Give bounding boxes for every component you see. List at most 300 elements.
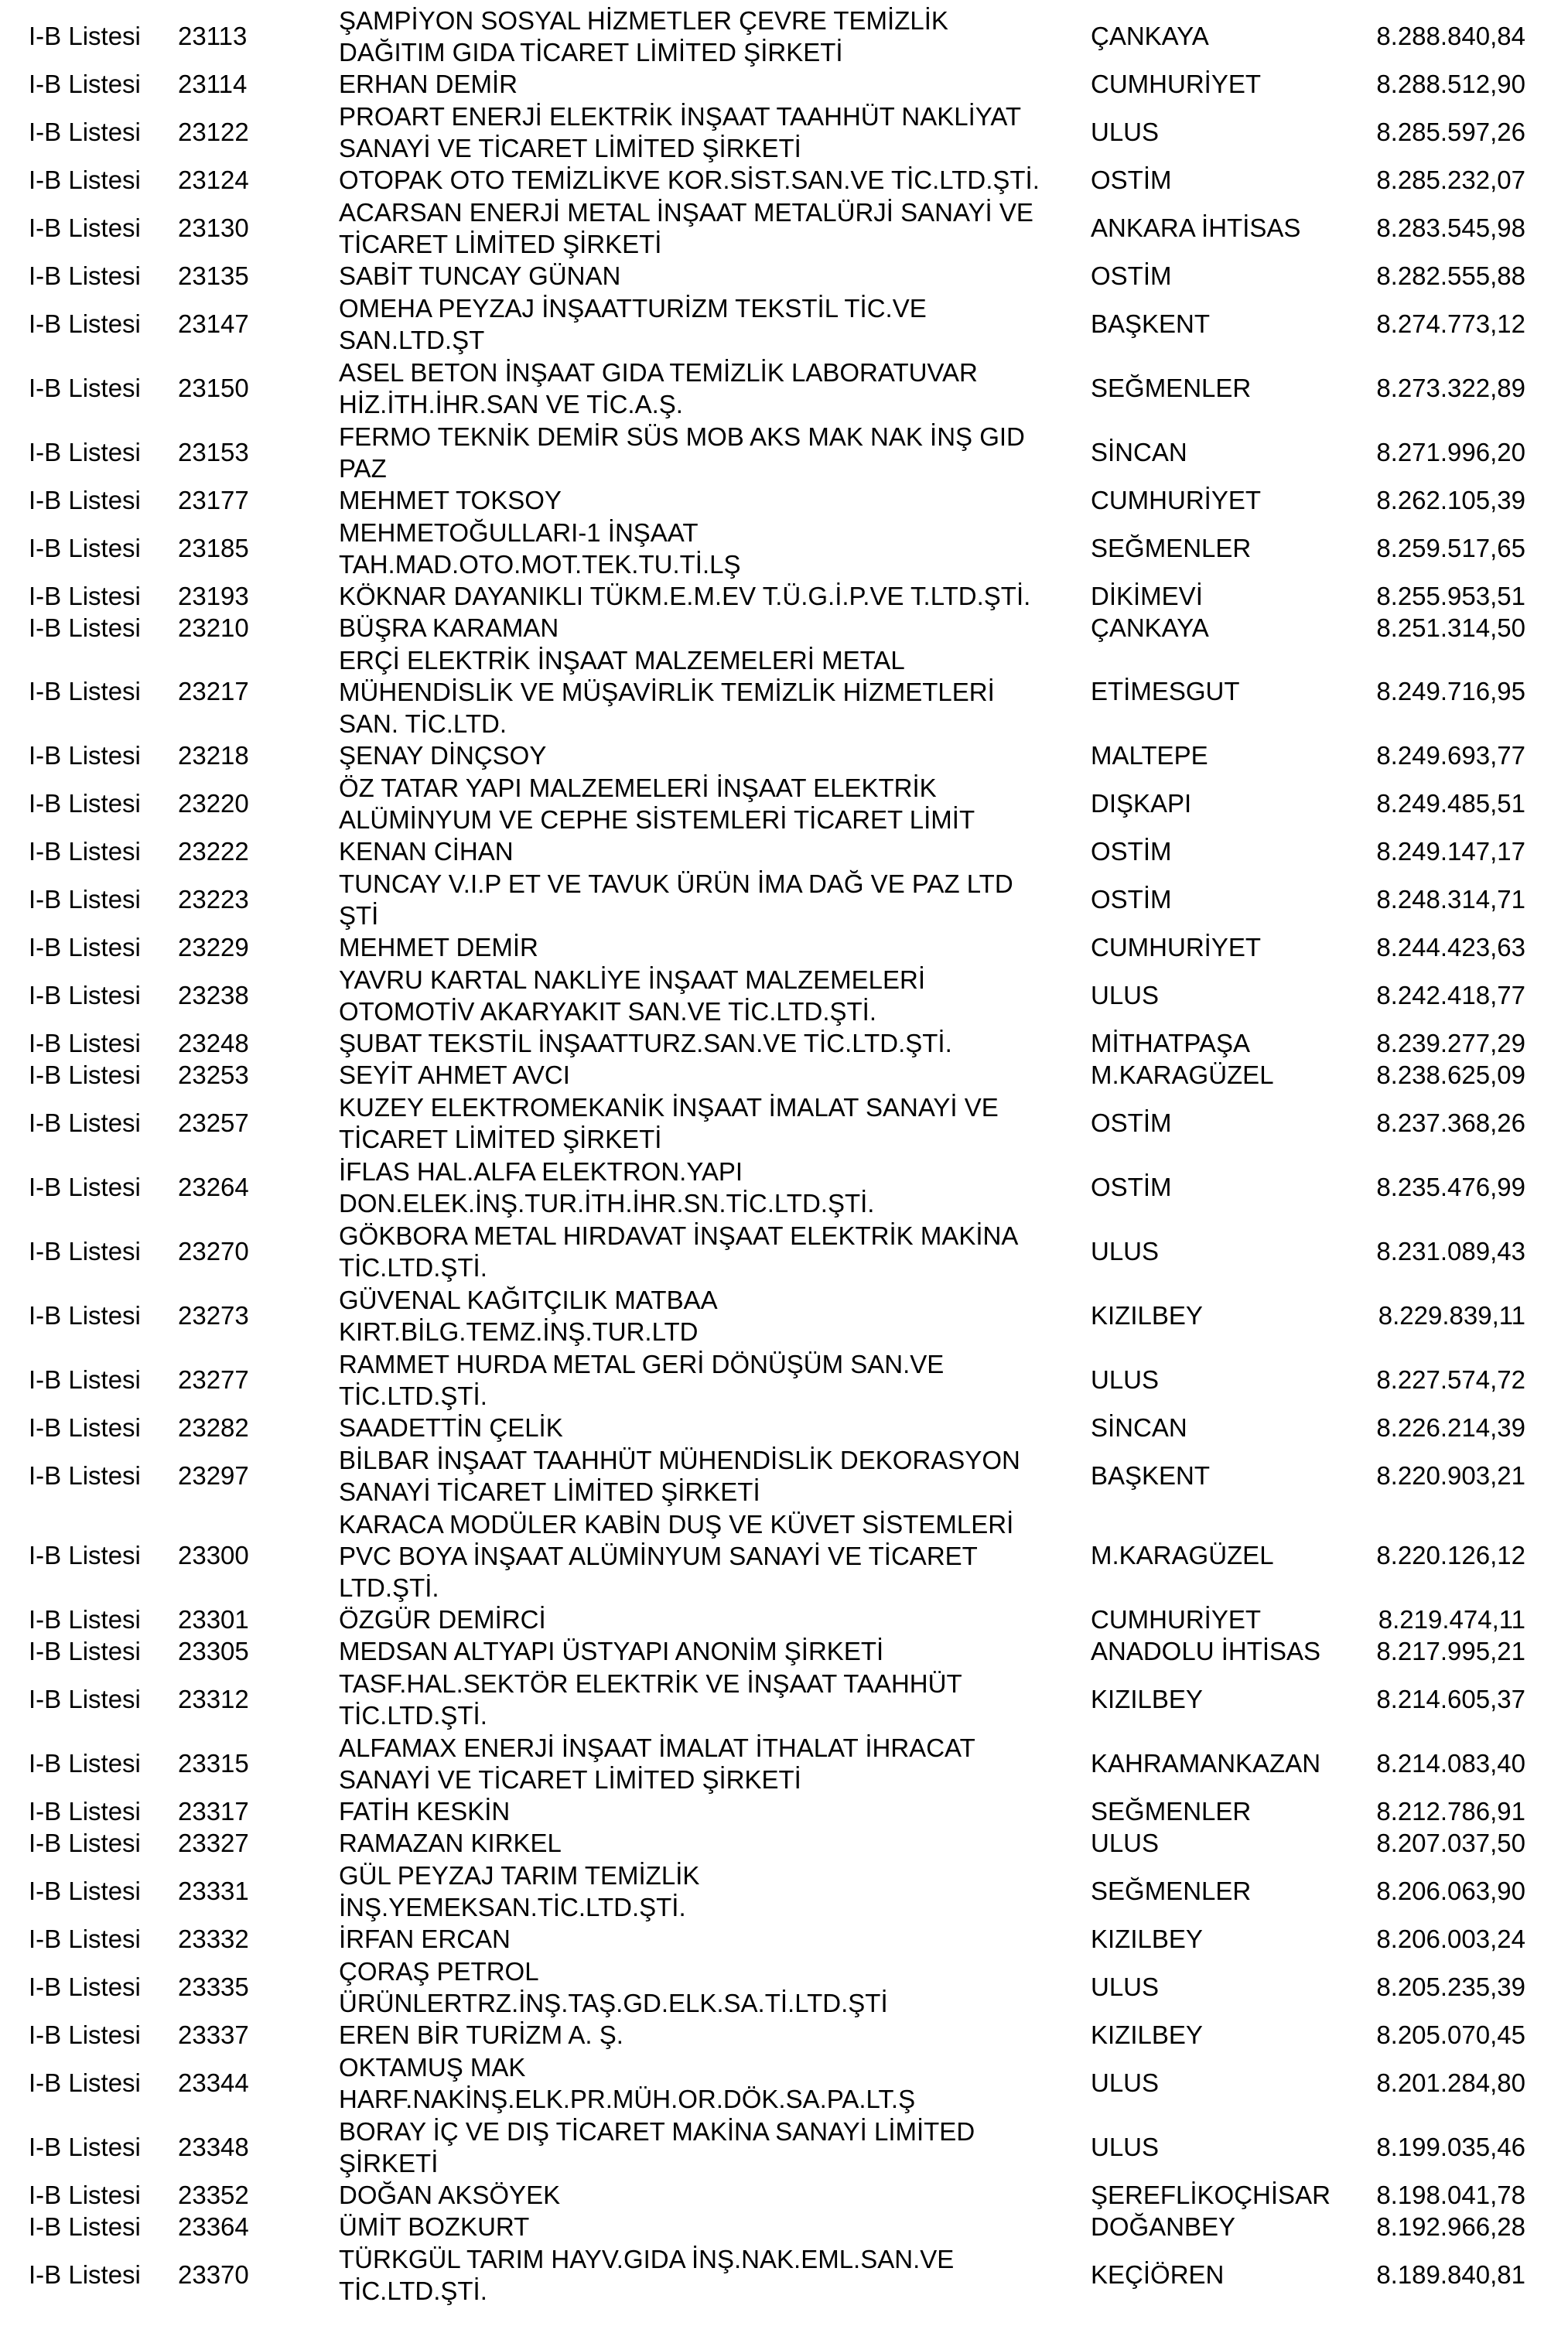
list-type-cell: I-B Listesi <box>29 165 141 194</box>
debtor-name-cell <box>339 1859 1089 1923</box>
record-number-cell: 23223 <box>178 884 249 914</box>
record-number-cell: 23327 <box>178 1828 249 1857</box>
debt-amount-cell: 8.244.423,63 <box>1376 932 1525 962</box>
debtor-name-cell <box>339 580 1089 612</box>
tax-office-cell: BAŞKENT <box>1091 1460 1211 1490</box>
debtor-name-cell <box>339 164 1089 196</box>
debt-amount-cell: 8.212.786,91 <box>1376 1796 1525 1826</box>
debtor-name-cell <box>339 1604 1089 1635</box>
list-type-cell: I-B Listesi <box>29 2212 141 2241</box>
debtor-name-text: ERHAN DEMİR <box>339 70 518 98</box>
table-row <box>0 2051 1568 2115</box>
debtor-name-text: SEYİT AHMET AVCI <box>339 1061 570 1089</box>
record-number-cell: 23122 <box>178 117 249 146</box>
tax-office-cell: M.KARAGÜZEL <box>1091 1060 1274 1089</box>
table-row <box>0 2115 1568 2179</box>
tax-office-cell: CUMHURİYET <box>1091 1604 1261 1634</box>
debt-amount-cell: 8.242.418,77 <box>1376 980 1525 1009</box>
list-type-cell: I-B Listesi <box>29 437 141 466</box>
debt-amount-cell: 8.285.232,07 <box>1376 165 1525 194</box>
table-row <box>0 356 1568 420</box>
debtor-name-cell <box>339 1508 1089 1604</box>
tax-office-cell: OSTİM <box>1091 836 1172 866</box>
tax-office-cell: CUMHURİYET <box>1091 485 1261 514</box>
record-number-cell: 23248 <box>178 1028 249 1057</box>
record-number-cell: 23217 <box>178 677 249 705</box>
list-type-cell: I-B Listesi <box>29 788 141 818</box>
tax-office-cell: OSTİM <box>1091 1172 1172 1201</box>
record-number-cell: 23297 <box>178 1460 249 1490</box>
debt-amount-cell: 8.251.314,50 <box>1376 613 1525 642</box>
tax-office-cell: ULUS <box>1091 1236 1160 1266</box>
table-row <box>0 4 1568 68</box>
table-row <box>0 963 1568 1027</box>
table-row <box>0 867 1568 931</box>
tax-office-cell: ULUS <box>1091 2068 1160 2097</box>
debtor-name-cell <box>339 1795 1089 1827</box>
debtor-name-text: OTOPAK OTO TEMİZLİKVE KOR.SİST.SAN.VE TİC.LTD.ŞTİ. <box>339 166 1040 194</box>
debtor-name-cell <box>339 1283 1089 1347</box>
debt-amount-cell: 8.238.625,09 <box>1376 1060 1525 1089</box>
list-type-cell: I-B Listesi <box>29 2068 141 2097</box>
debtor-name-cell <box>339 2179 1089 2211</box>
debt-amount-cell: 8.227.574,72 <box>1376 1365 1525 1394</box>
list-type-cell: I-B Listesi <box>29 1412 141 1442</box>
list-type-cell: I-B Listesi <box>29 213 141 242</box>
list-type-cell: I-B Listesi <box>29 1924 141 1953</box>
table-row <box>0 1219 1568 1283</box>
debtor-name-cell <box>339 1443 1089 1508</box>
debtor-name-text: GÜL PEYZAJ TARIM TEMİZLİK İNŞ.YEMEKSAN.TİC.LTD.ŞTİ. <box>339 1860 700 1921</box>
debt-amount-cell: 8.220.126,12 <box>1376 1541 1525 1570</box>
debtor-name-text: BORAY İÇ VE DIŞ TİCARET MAKİNA SANAYİ LİMİTED ŞİRKETİ <box>339 2116 975 2178</box>
list-type-cell: I-B Listesi <box>29 2132 141 2161</box>
record-number-cell: 23332 <box>178 1924 249 1953</box>
debt-amount-cell: 8.262.105,39 <box>1376 485 1525 514</box>
tax-office-cell: ANKARA İHTİSAS <box>1091 213 1301 242</box>
record-number-cell: 23364 <box>178 2212 249 2241</box>
list-type-cell: I-B Listesi <box>29 1460 141 1490</box>
list-type-cell: I-B Listesi <box>29 1060 141 1089</box>
list-type-cell: I-B Listesi <box>29 485 141 514</box>
table-row <box>0 1827 1568 1859</box>
debt-amount-cell: 8.206.003,24 <box>1376 1924 1525 1953</box>
tax-office-cell: KIZILBEY <box>1091 2020 1203 2049</box>
debtor-name-cell <box>339 1955 1089 2019</box>
record-number-cell: 23264 <box>178 1172 249 1201</box>
list-type-cell: I-B Listesi <box>29 261 141 290</box>
debtor-name-cell <box>339 1923 1089 1955</box>
debt-amount-cell: 8.259.517,65 <box>1376 533 1525 562</box>
tax-office-cell: M.KARAGÜZEL <box>1091 1541 1274 1570</box>
record-number-cell: 23218 <box>178 740 249 770</box>
debt-amount-cell: 8.249.485,51 <box>1376 788 1525 818</box>
list-type-cell: I-B Listesi <box>29 1604 141 1634</box>
tax-office-cell: ANADOLU İHTİSAS <box>1091 1636 1321 1665</box>
debtor-name-text: GÖKBORA METAL HIRDAVAT İNŞAAT ELEKTRİK MAKİNA TİC.LTD.ŞTİ. <box>339 1221 1019 1282</box>
table-row <box>0 1604 1568 1635</box>
table-row <box>0 2211 1568 2242</box>
tax-office-cell: MİTHATPAŞA <box>1091 1028 1250 1057</box>
debtor-name-cell <box>339 260 1089 292</box>
table-row <box>0 164 1568 196</box>
debt-amount-cell: 8.217.995,21 <box>1376 1636 1525 1665</box>
list-type-cell: I-B Listesi <box>29 1748 141 1778</box>
list-type-cell: I-B Listesi <box>29 2180 141 2209</box>
record-number-cell: 23185 <box>178 533 249 562</box>
table-row <box>0 484 1568 516</box>
table-row <box>0 835 1568 867</box>
debt-amount-cell: 8.239.277,29 <box>1376 1028 1525 1057</box>
table-row <box>0 580 1568 612</box>
debt-amount-cell: 8.249.693,77 <box>1376 740 1525 770</box>
debtor-name-cell <box>339 1667 1089 1731</box>
debtor-name-cell <box>339 2211 1089 2242</box>
list-type-cell: I-B Listesi <box>29 2259 141 2289</box>
tax-office-cell: ÇANKAYA <box>1091 613 1209 642</box>
debt-amount-cell: 8.226.214,39 <box>1376 1412 1525 1442</box>
debtor-name-cell <box>339 644 1089 739</box>
record-number-cell: 23337 <box>178 2020 249 2049</box>
tax-office-cell: ULUS <box>1091 1972 1160 2001</box>
list-type-cell: I-B Listesi <box>29 1108 141 1137</box>
table-row <box>0 1508 1568 1604</box>
debtor-name-cell <box>339 1731 1089 1795</box>
debt-amount-cell: 8.220.903,21 <box>1376 1460 1525 1490</box>
record-number-cell: 23124 <box>178 165 249 194</box>
tax-office-cell: SİNCAN <box>1091 437 1187 466</box>
debt-amount-cell: 8.255.953,51 <box>1376 581 1525 610</box>
debtor-name-text: RAMAZAN KIRKEL <box>339 1829 562 1857</box>
record-number-cell: 23222 <box>178 836 249 866</box>
debtor-name-text: ASEL BETON İNŞAAT GIDA TEMİZLİK LABORATUVAR HİZ.İTH.İHR.SAN VE TİC.A.Ş. <box>339 357 978 418</box>
table-row <box>0 1059 1568 1091</box>
tax-office-cell: OSTİM <box>1091 165 1172 194</box>
table-row <box>0 1731 1568 1795</box>
debtor-name-text: OMEHA PEYZAJ İNŞAATTURİZM TEKSTİL TİC.VE SAN.LTD.ŞT <box>339 293 927 354</box>
debtor-name-cell <box>339 1155 1089 1219</box>
debtor-name-text: MEHMETOĞULLARI-1 İNŞAAT TAH.MAD.OTO.MOT.TEK.TU.Tİ.LŞ <box>339 517 741 579</box>
record-number-cell: 23335 <box>178 1972 249 2001</box>
list-type-cell: I-B Listesi <box>29 1236 141 1266</box>
debt-amount-cell: 8.249.147,17 <box>1376 836 1525 866</box>
debtor-name-text: RAMMET HURDA METAL GERİ DÖNÜŞÜM SAN.VE TİC.LTD.ŞTİ. <box>339 1349 945 1410</box>
record-number-cell: 23277 <box>178 1365 249 1394</box>
record-number-cell: 23273 <box>178 1300 249 1330</box>
tax-office-cell: KIZILBEY <box>1091 1924 1203 1953</box>
list-type-cell: I-B Listesi <box>29 884 141 914</box>
record-number-cell: 23352 <box>178 2180 249 2209</box>
record-number-cell: 23282 <box>178 1412 249 1442</box>
record-number-cell: 23114 <box>178 69 248 98</box>
debtor-name-cell <box>339 2242 1089 2307</box>
debtor-name-text: SAADETTİN ÇELİK <box>339 1413 563 1442</box>
list-type-cell: I-B Listesi <box>29 533 141 562</box>
table-row <box>0 739 1568 771</box>
table-row <box>0 260 1568 292</box>
record-number-cell: 23312 <box>178 1684 249 1713</box>
list-type-cell: I-B Listesi <box>29 1684 141 1713</box>
record-number-cell: 23270 <box>178 1236 249 1266</box>
list-type-cell: I-B Listesi <box>29 1828 141 1857</box>
table-row <box>0 1859 1568 1923</box>
debtor-name-text: DOĞAN AKSÖYEK <box>339 2181 561 2209</box>
debtor-name-text: ÜMİT BOZKURT <box>339 2212 530 2241</box>
debt-amount-cell: 8.273.322,89 <box>1376 373 1525 402</box>
debt-amount-cell: 8.248.314,71 <box>1376 884 1525 914</box>
list-type-cell: I-B Listesi <box>29 980 141 1009</box>
table-row <box>0 771 1568 835</box>
tax-office-cell: KIZILBEY <box>1091 1684 1203 1713</box>
debtor-name-text: ŞAMPİYON SOSYAL HİZMETLER ÇEVRE TEMİZLİK DAĞITIM GIDA TİCARET LİMİTED ŞİRKETİ <box>339 5 948 67</box>
tax-office-cell: MALTEPE <box>1091 740 1208 770</box>
table-row <box>0 1155 1568 1219</box>
debtor-name-text: EREN BİR TURİZM A. Ş. <box>339 2020 623 2049</box>
tax-office-cell: OSTİM <box>1091 884 1172 914</box>
debtor-name-cell <box>339 196 1089 260</box>
debtor-name-text: BİLBAR İNŞAAT TAAHHÜT MÜHENDİSLİK DEKORASYON SANAYİ TİCARET LİMİTED ŞİRKETİ <box>339 1445 1020 1506</box>
debtor-name-cell <box>339 100 1089 164</box>
list-type-cell: I-B Listesi <box>29 117 141 146</box>
table-row <box>0 1923 1568 1955</box>
debt-amount-cell: 8.288.512,90 <box>1376 69 1525 98</box>
record-number-cell: 23150 <box>178 373 249 402</box>
debtor-name-text: MEHMET DEMİR <box>339 933 538 962</box>
record-number-cell: 23300 <box>178 1541 249 1570</box>
table-row <box>0 1412 1568 1443</box>
debtor-name-cell <box>339 2051 1089 2115</box>
list-type-cell: I-B Listesi <box>29 1636 141 1665</box>
list-type-cell: I-B Listesi <box>29 1972 141 2001</box>
debt-amount-cell: 8.206.063,90 <box>1376 1876 1525 1905</box>
table-row <box>0 196 1568 260</box>
debtor-name-text: KENAN CİHAN <box>339 837 514 866</box>
debtor-name-text: KARACA MODÜLER KABİN DUŞ VE KÜVET SİSTEMLERİ PVC BOYA İNŞAAT ALÜMİNYUM SANAYİ VE TİCARET LTD.ŞTİ. <box>339 1509 1014 1602</box>
debtor-name-text: KÖKNAR DAYANIKLI TÜKM.E.M.EV T.Ü.G.İ.P.VE T.LTD.ŞTİ. <box>339 582 1031 610</box>
debtor-name-cell <box>339 484 1089 516</box>
table-row <box>0 1027 1568 1059</box>
record-number-cell: 23210 <box>178 613 249 642</box>
tax-office-cell: CUMHURİYET <box>1091 69 1261 98</box>
debtor-name-text: TASF.HAL.SEKTÖR ELEKTRİK VE İNŞAAT TAAHHÜT TİC.LTD.ŞTİ. <box>339 1669 962 1730</box>
tax-office-cell: KAHRAMANKAZAN <box>1091 1748 1321 1778</box>
list-type-cell: I-B Listesi <box>29 21 141 50</box>
record-number-cell: 23135 <box>178 261 249 290</box>
debtor-name-text: İFLAS HAL.ALFA ELEKTRON.YAPI DON.ELEK.İNŞ.TUR.İTH.İHR.SN.TİC.LTD.ŞTİ. <box>339 1156 875 1218</box>
debtor-name-text: OKTAMUŞ MAK HARF.NAKİNŞ.ELK.PR.MÜH.OR.DÖK.SA.PA.LT.Ş <box>339 2052 916 2113</box>
debtor-name-cell <box>339 1091 1089 1155</box>
list-type-cell: I-B Listesi <box>29 932 141 962</box>
list-type-cell: I-B Listesi <box>29 1796 141 1826</box>
list-type-cell: I-B Listesi <box>29 1365 141 1394</box>
table-row <box>0 2019 1568 2051</box>
debtor-name-text: TUNCAY V.I.P ET VE TAVUK ÜRÜN İMA DAĞ VE PAZ LTD ŞTİ <box>339 869 1013 930</box>
debt-amount-cell: 8.237.368,26 <box>1376 1108 1525 1137</box>
record-number-cell: 23153 <box>178 437 249 466</box>
table-row <box>0 100 1568 164</box>
debtor-name-cell <box>339 1027 1089 1059</box>
debt-amount-cell: 8.198.041,78 <box>1376 2180 1525 2209</box>
debtor-name-cell <box>339 1347 1089 1412</box>
tax-office-cell: SEĞMENLER <box>1091 373 1252 402</box>
table-row <box>0 420 1568 484</box>
list-type-cell: I-B Listesi <box>29 309 141 338</box>
debtor-name-text: GÜVENAL KAĞITÇILIK MATBAA KIRT.BİLG.TEMZ.İNŞ.TUR.LTD <box>339 1285 718 1346</box>
table-row <box>0 1091 1568 1155</box>
tax-office-cell: DOĞANBEY <box>1091 2212 1236 2241</box>
list-type-cell: I-B Listesi <box>29 1172 141 1201</box>
debtor-name-cell <box>339 356 1089 420</box>
tax-office-cell: KEÇİÖREN <box>1091 2259 1225 2289</box>
debtor-name-cell <box>339 420 1089 484</box>
debt-amount-cell: 8.214.083,40 <box>1376 1748 1525 1778</box>
table-row <box>0 516 1568 580</box>
record-number-cell: 23344 <box>178 2068 249 2097</box>
debtor-name-cell <box>339 931 1089 963</box>
debtor-name-text: MEDSAN ALTYAPI ÜSTYAPI ANONİM ŞİRKETİ <box>339 1637 884 1665</box>
debtor-name-cell <box>339 1059 1089 1091</box>
table-row <box>0 1667 1568 1731</box>
debtor-name-cell <box>339 516 1089 580</box>
record-number-cell: 23238 <box>178 980 249 1009</box>
debt-amount-cell: 8.199.035,46 <box>1376 2132 1525 2161</box>
tax-office-cell: DİKİMEVİ <box>1091 581 1203 610</box>
debt-amount-cell: 8.249.716,95 <box>1376 677 1525 705</box>
tax-office-cell: OSTİM <box>1091 261 1172 290</box>
debt-amount-cell: 8.285.597,26 <box>1376 117 1525 146</box>
list-type-cell: I-B Listesi <box>29 740 141 770</box>
debtor-name-text: ERÇİ ELEKTRİK İNŞAAT MALZEMELERİ METAL MÜHENDİSLİK VE MÜŞAVİRLİK TEMİZLİK HİZMETLERİ SAN. TİC.LTD. <box>339 645 995 738</box>
debt-amount-cell: 8.274.773,12 <box>1376 309 1525 338</box>
table-row <box>0 2242 1568 2307</box>
tax-office-cell: ETİMESGUT <box>1091 677 1240 705</box>
tax-office-cell: SEĞMENLER <box>1091 533 1252 562</box>
debtor-name-text: KUZEY ELEKTROMEKANİK İNŞAAT İMALAT SANAYİ VE TİCARET LİMİTED ŞİRKETİ <box>339 1092 999 1153</box>
record-number-cell: 23348 <box>178 2132 249 2161</box>
table-row <box>0 1283 1568 1347</box>
debtor-name-text: FERMO TEKNİK DEMİR SÜS MOB AKS MAK NAK İNŞ GID PAZ <box>339 422 1025 483</box>
tax-office-cell: ULUS <box>1091 1365 1160 1394</box>
list-type-cell: I-B Listesi <box>29 1028 141 1057</box>
debtor-name-cell <box>339 739 1089 771</box>
table-row <box>0 1443 1568 1508</box>
debtor-name-cell <box>339 867 1089 931</box>
debtor-name-cell <box>339 771 1089 835</box>
debtor-name-cell <box>339 292 1089 356</box>
debtor-name-text: ŞUBAT TEKSTİL İNŞAATTURZ.SAN.VE TİC.LTD.ŞTİ. <box>339 1029 952 1057</box>
debtor-name-text: PROART ENERJİ ELEKTRİK İNŞAAT TAAHHÜT NAKLİYAT SANAYİ VE TİCARET LİMİTED ŞİRKETİ <box>339 101 1022 162</box>
record-number-cell: 23130 <box>178 213 249 242</box>
tax-office-cell: KIZILBEY <box>1091 1300 1203 1330</box>
tax-office-cell: SİNCAN <box>1091 1412 1187 1442</box>
debt-amount-cell: 8.282.555,88 <box>1376 261 1525 290</box>
debt-amount-cell: 8.219.474,11 <box>1378 1604 1525 1634</box>
debtor-name-cell <box>339 612 1089 644</box>
debtor-name-text: TÜRKGÜL TARIM HAYV.GIDA İNŞ.NAK.EML.SAN.VE TİC.LTD.ŞTİ. <box>339 2244 955 2305</box>
record-number-cell: 23193 <box>178 581 249 610</box>
tax-office-cell: SEĞMENLER <box>1091 1876 1252 1905</box>
debt-amount-cell: 8.205.235,39 <box>1376 1972 1525 2001</box>
debtor-name-text: ÖZ TATAR YAPI MALZEMELERİ İNŞAAT ELEKTRİK ALÜMİNYUM VE CEPHE SİSTEMLERİ TİCARET LİMİT <box>339 773 975 834</box>
list-type-cell: I-B Listesi <box>29 836 141 866</box>
tax-office-cell: BAŞKENT <box>1091 309 1211 338</box>
debtor-name-text: ŞENAY DİNÇSOY <box>339 741 547 770</box>
debtor-name-cell <box>339 1827 1089 1859</box>
record-number-cell: 23301 <box>178 1604 249 1634</box>
debtor-name-cell <box>339 2019 1089 2051</box>
debt-amount-cell: 8.201.284,80 <box>1376 2068 1525 2097</box>
debtor-name-cell <box>339 963 1089 1027</box>
debtor-name-cell <box>339 4 1089 68</box>
debt-amount-cell: 8.207.037,50 <box>1376 1828 1525 1857</box>
list-type-cell: I-B Listesi <box>29 581 141 610</box>
tax-office-cell: CUMHURİYET <box>1091 932 1261 962</box>
record-number-cell: 23147 <box>178 309 249 338</box>
table-row <box>0 612 1568 644</box>
tax-office-cell: ŞEREFLİKOÇHİSAR <box>1091 2180 1331 2209</box>
record-number-cell: 23177 <box>178 485 249 514</box>
list-type-cell: I-B Listesi <box>29 2020 141 2049</box>
table-row <box>0 1635 1568 1667</box>
debtor-name-text: ACARSAN ENERJİ METAL İNŞAAT METALÜRJİ SANAYİ VE TİCARET LİMİTED ŞİRKETİ <box>339 197 1033 258</box>
tax-office-cell: OSTİM <box>1091 1108 1172 1137</box>
debtor-name-cell <box>339 1635 1089 1667</box>
list-type-cell: I-B Listesi <box>29 69 141 98</box>
record-number-cell: 23253 <box>178 1060 249 1089</box>
list-type-cell: I-B Listesi <box>29 373 141 402</box>
debtor-name-text: BÜŞRA KARAMAN <box>339 613 559 642</box>
record-number-cell: 23229 <box>178 932 249 962</box>
tax-office-cell: ULUS <box>1091 117 1160 146</box>
list-type-cell: I-B Listesi <box>29 1876 141 1905</box>
record-number-cell: 23315 <box>178 1748 249 1778</box>
tax-office-cell: SEĞMENLER <box>1091 1796 1252 1826</box>
tax-office-cell: ÇANKAYA <box>1091 21 1209 50</box>
debtor-name-cell <box>339 1219 1089 1283</box>
debtor-name-cell <box>339 835 1089 867</box>
tax-office-cell: ULUS <box>1091 2132 1160 2161</box>
tax-office-cell: DIŞKAPI <box>1091 788 1192 818</box>
list-type-cell: I-B Listesi <box>29 1541 141 1570</box>
table-row <box>0 292 1568 356</box>
tax-office-cell: ULUS <box>1091 980 1160 1009</box>
debtor-name-cell <box>339 2115 1089 2179</box>
debtor-name-cell <box>339 1412 1089 1443</box>
debtor-name-text: MEHMET TOKSOY <box>339 486 562 514</box>
debt-amount-cell: 8.288.840,84 <box>1376 21 1525 50</box>
debtor-name-text: İRFAN ERCAN <box>339 1925 511 1953</box>
debt-amount-cell: 8.271.996,20 <box>1376 437 1525 466</box>
list-type-cell: I-B Listesi <box>29 677 141 705</box>
debtor-name-text: ÖZGÜR DEMİRCİ <box>339 1605 546 1634</box>
debtor-table <box>0 4 1568 2307</box>
record-number-cell: 23317 <box>178 1796 249 1826</box>
list-type-cell: I-B Listesi <box>29 1300 141 1330</box>
debt-amount-cell: 8.231.089,43 <box>1376 1236 1525 1266</box>
debt-amount-cell: 8.283.545,98 <box>1376 213 1525 242</box>
record-number-cell: 23370 <box>178 2259 249 2289</box>
debtor-name-text: ÇORAŞ PETROL ÜRÜNLERTRZ.İNŞ.TAŞ.GD.ELK.SA.Tİ.LTD.ŞTİ <box>339 1956 888 2017</box>
debt-amount-cell: 8.192.966,28 <box>1376 2212 1525 2241</box>
record-number-cell: 23220 <box>178 788 249 818</box>
debtor-name-cell <box>339 68 1089 100</box>
debtor-name-text: SABİT TUNCAY GÜNAN <box>339 261 621 290</box>
table-row <box>0 644 1568 739</box>
debtor-name-text: YAVRU KARTAL NAKLİYE İNŞAAT MALZEMELERİ OTOMOTİV AKARYAKIT SAN.VE TİC.LTD.ŞTİ. <box>339 965 926 1026</box>
debt-amount-cell: 8.205.070,45 <box>1376 2020 1525 2049</box>
table-row <box>0 931 1568 963</box>
debtor-name-text: ALFAMAX ENERJİ İNŞAAT İMALAT İTHALAT İHRACAT SANAYİ VE TİCARET LİMİTED ŞİRKETİ <box>339 1733 975 1794</box>
